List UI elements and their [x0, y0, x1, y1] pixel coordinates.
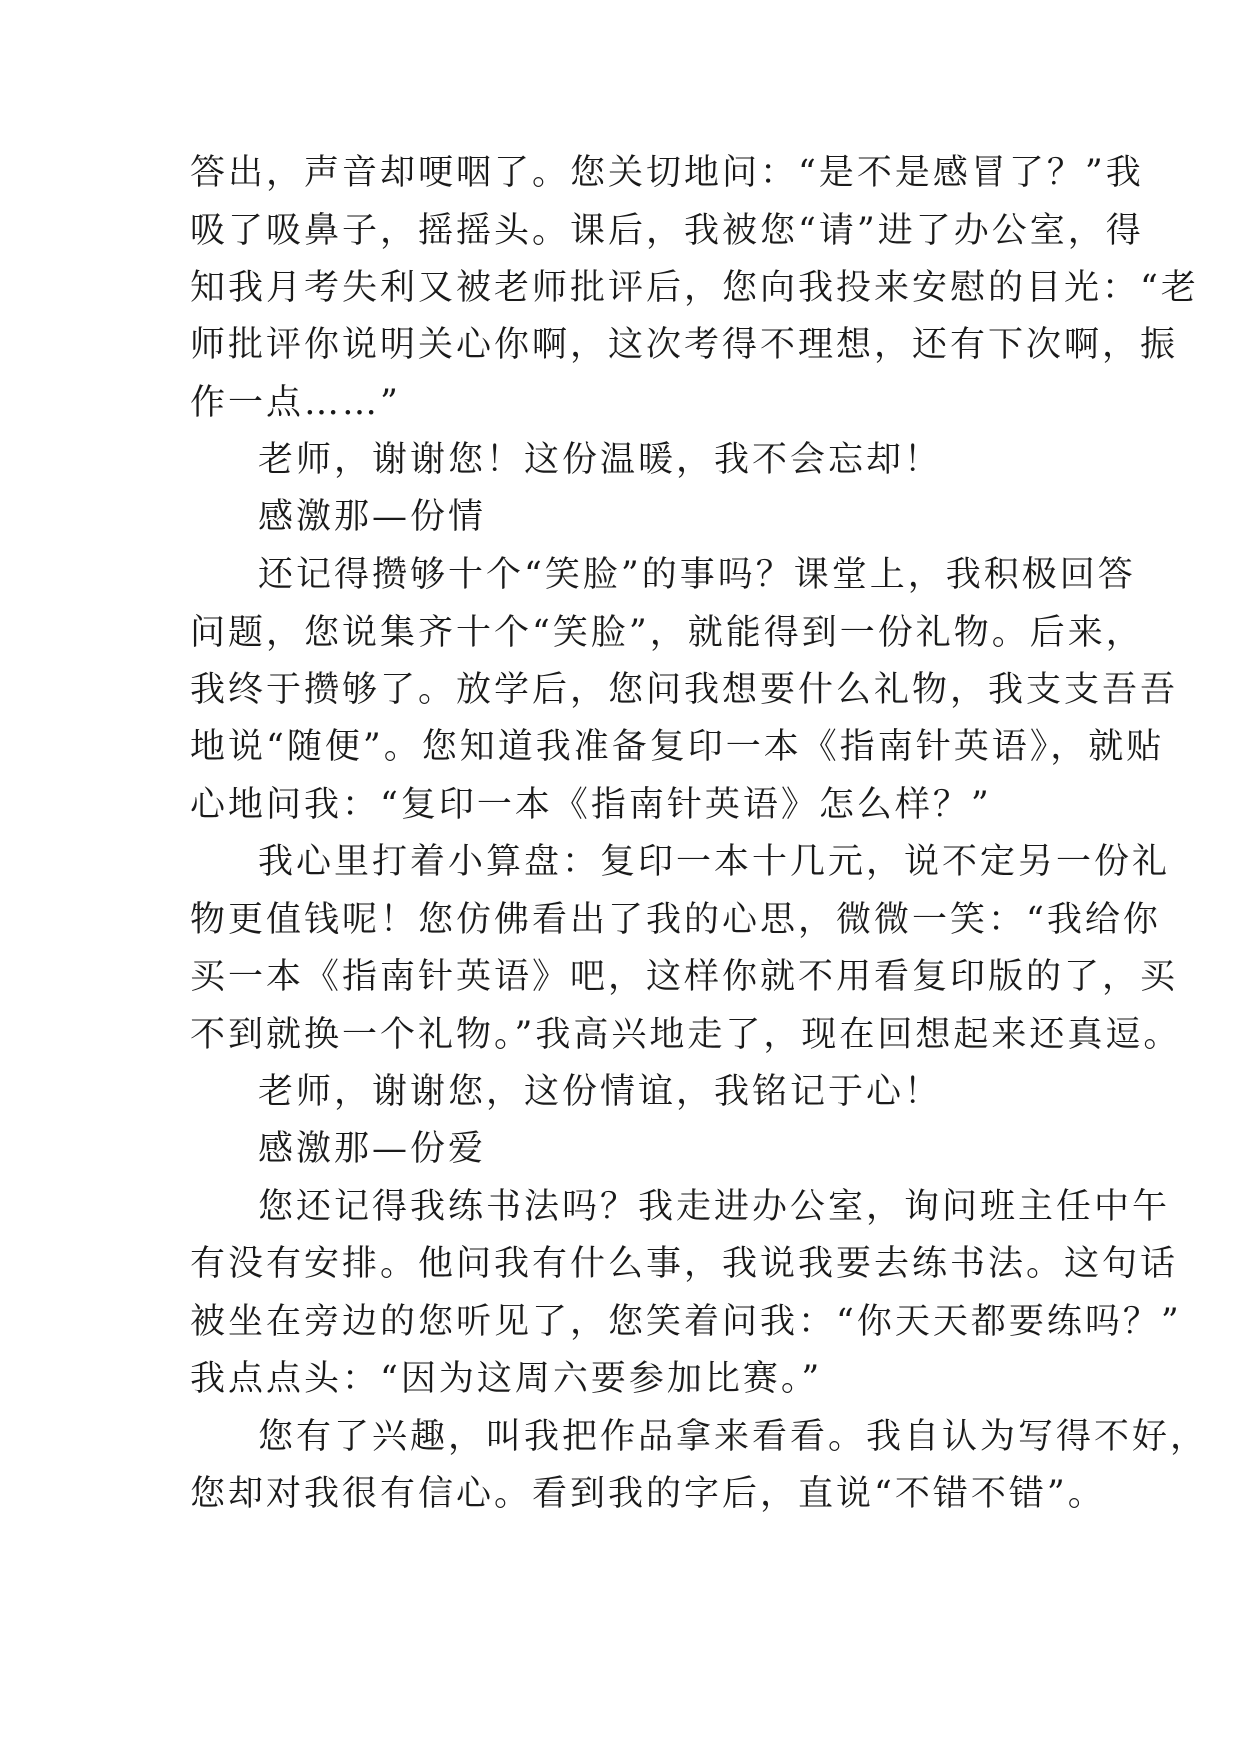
text-line: 您还记得我练书法吗？我走进办公室，询问班主任中午 [258, 1187, 1171, 1227]
text-line: 地说“随便”。您知道我准备复印一本《指南针英语》，就贴 [190, 727, 1165, 767]
text-line: 不到就换一个礼物。”我高兴地走了，现在回想起来还真逗。 [190, 1015, 1182, 1055]
text-line: 有没有安排。他问我有什么事，我说我要去练书法。这句话 [190, 1244, 1179, 1284]
text-line: 您却对我很有信心。看到我的字后，直说“不错不错”。 [190, 1474, 1106, 1514]
text-line: 我点点头：“因为这周六要参加比赛。” [190, 1359, 823, 1399]
text-line: 老师，谢谢您，这份情谊，我铭记于心！ [258, 1072, 943, 1112]
section-heading: 感激那—份爱 [258, 1129, 487, 1169]
text-line: 被坐在旁边的您听见了，您笑着问我：“你天天都要练吗？” [190, 1302, 1182, 1342]
text-line: 我终于攒够了。放学后，您问我想要什么礼物，我支支吾吾 [190, 670, 1179, 710]
text-line: 知我月考失利又被老师批评后，您向我投来安慰的目光：“老 [190, 268, 1199, 308]
text-line: 答出，声音却哽咽了。您关切地问：“是不是感冒了？”我 [190, 153, 1144, 193]
text-line: 老师，谢谢您！这份温暖，我不会忘却！ [258, 440, 943, 480]
text-line: 您有了兴趣，叫我把作品拿来看看。我自认为写得不好， [258, 1417, 1209, 1457]
text-line: 问题，您说集齐十个“笑脸”，就能得到一份礼物。后来， [190, 613, 1144, 653]
text-line: 作一点……” [190, 383, 401, 423]
text-line: 吸了吸鼻子，摇摇头。课后，我被您“请”进了办公室，得 [190, 211, 1144, 251]
text-line: 师批评你说明关心你啊，这次考得不理想，还有下次啊，振 [190, 325, 1179, 365]
text-line: 心地问我：“复印一本《指南针英语》怎么样？” [190, 785, 992, 825]
section-heading: 感激那—份情 [258, 497, 487, 537]
text-line: 物更值钱呢！您仿佛看出了我的心思，微微一笑：“我给你 [190, 900, 1161, 940]
text-line: 还记得攒够十个“笑脸”的事吗？课堂上，我积极回答 [258, 555, 1136, 595]
text-line: 我心里打着小算盘：复印一本十几元，说不定另一份礼 [258, 842, 1171, 882]
text-line: 买一本《指南针英语》吧，这样你就不用看复印版的了，买 [190, 957, 1179, 997]
